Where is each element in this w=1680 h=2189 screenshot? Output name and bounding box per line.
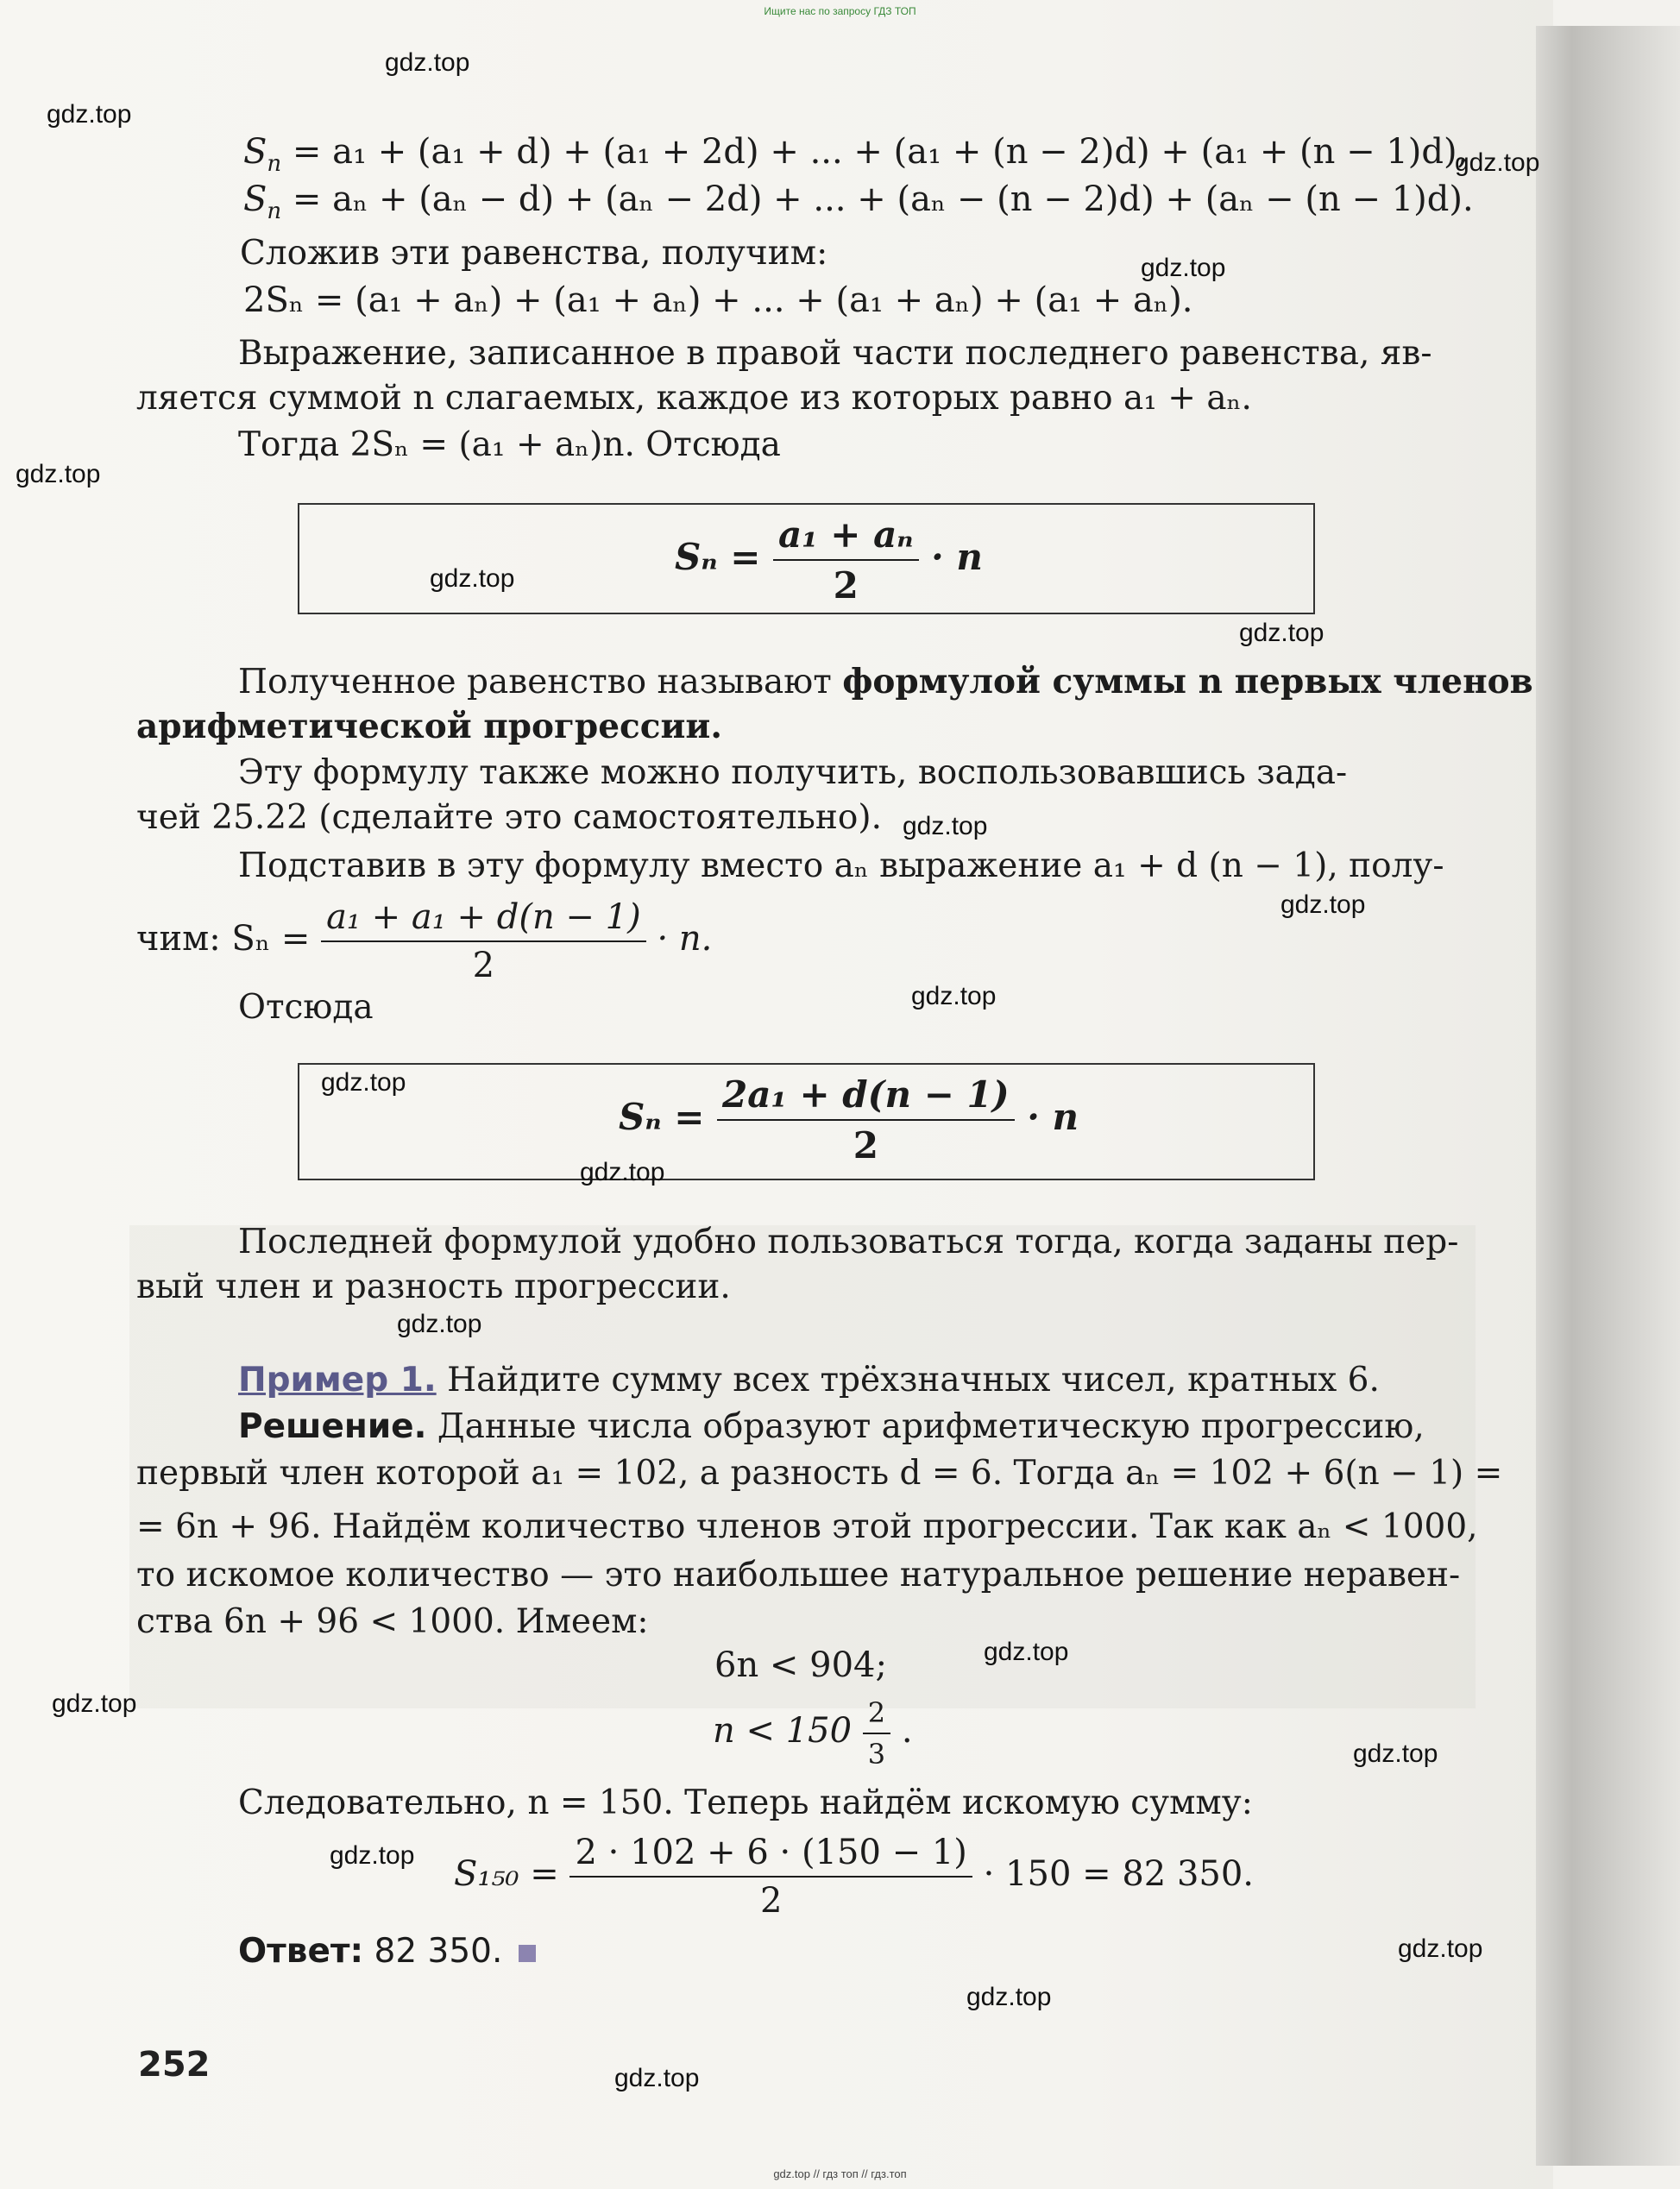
inequality-2: n < 150 $\frac{2}{3}$ .: [713, 1696, 913, 1771]
watermark: gdz.top: [903, 812, 988, 840]
page-number: 252: [138, 2045, 211, 2085]
sum-formula-fraction: $\frac{\text{a₁ + aₙ}}{2}$: [773, 513, 919, 607]
solution-line-5: ства 6n + 96 < 1000. Имеем:: [136, 1602, 649, 1641]
paragraph-4-line-1: Подставив в эту формулу вместо aₙ выражение a₁ + d (n − 1), полу-: [238, 846, 1444, 885]
answer-line: Ответ: 82 350.: [238, 1929, 1576, 1974]
sum-formula: Sₙ = $\frac{\text{a₁ + aₙ}}{2}$ · n: [675, 513, 983, 607]
watermark: gdz.top: [984, 1638, 1069, 1666]
sum-formula-alt: Sₙ = $\frac{\text{2a₁ + d(n − 1)}}{2}$ · n: [619, 1073, 1079, 1167]
paragraph-1-line-1: Выражение, записанное в правой части последнего равенства, яв-: [238, 334, 1432, 373]
sum-equation-backward: $S_n = a_n + (a_n - d) + (a_n - 2d)$ + ... + (aₙ − (n − 2)d) + (aₙ − (n − 1)d).: [243, 179, 1474, 224]
sum-formula-alt-fraction: $\frac{\text{2a₁ + d(n − 1)}}{2}$: [717, 1073, 1015, 1167]
watermark: gdz.top: [16, 460, 101, 488]
doubled-sum-equation: 2Sₙ = (a₁ + aₙ) + (a₁ + aₙ) + ... + (a₁ + aₙ) + (a₁ + aₙ).: [243, 280, 1193, 320]
final-computation: S₁₅₀ = $\frac{2 \cdot 102 + 6 \cdot (150 - 1)}{2}$ · 150 = 82 350.: [454, 1833, 1255, 1921]
watermark: gdz.top: [580, 1158, 665, 1186]
watermark: gdz.top: [397, 1310, 482, 1338]
paragraph-3-line-2: чей 25.22 (сделайте это самостоятельно).: [136, 798, 882, 837]
watermark: gdz.top: [1239, 619, 1324, 647]
solution-line-4: то искомое количество — это наибольшее натуральное решение неравен-: [136, 1556, 1461, 1595]
formula-box-sum-alt: [298, 1063, 1315, 1180]
inequality-fraction: $\frac{2}{3}$: [863, 1696, 890, 1771]
formula-box-sum: [298, 503, 1315, 614]
watermark: gdz.top: [1398, 1934, 1483, 1963]
watermark: gdz.top: [430, 564, 515, 593]
inequality-1: 6n < 904;: [714, 1645, 887, 1685]
watermark: gdz.top: [1280, 890, 1366, 919]
paragraph-6-line-2: вый член и разность прогрессии.: [136, 1267, 731, 1306]
end-of-solution-square-icon: [519, 1945, 536, 1962]
example-heading: Пример 1. Найдите сумму всех трёхзначных чисел, кратных 6.: [238, 1361, 1380, 1400]
watermark: gdz.top: [614, 2064, 700, 2092]
paragraph-3-line-1: Эту формулу также можно получить, воспользовавшись зада-: [238, 753, 1348, 792]
paragraph-2-line-1: Полученное равенство называют формулой суммы n первых членов: [238, 662, 1533, 701]
sum-intro: Сложив эти равенства, получим:: [240, 234, 828, 273]
final-fraction: $\frac{2 \cdot 102 + 6 \cdot (150 - 1)}{2}$: [569, 1833, 972, 1921]
watermark: gdz.top: [1141, 254, 1226, 282]
watermark: gdz.top: [966, 1983, 1052, 2011]
solution-line-2: первый член которой a₁ = 102, а разность d = 6. Тогда aₙ = 102 + 6(n − 1) =: [136, 1454, 1503, 1493]
watermark: gdz.top: [52, 1689, 137, 1718]
substituted-fraction: $\frac{\text{a₁ + a₁ + d(n − 1)}}{2}$: [321, 897, 646, 985]
solution-line-1: Решение. Данные числа образуют арифметическую прогрессию,: [238, 1407, 1425, 1446]
substituted-formula: чим: Sₙ = $\frac{\text{a₁ + a₁ + d(n − 1)}}{2}$ · n.: [136, 897, 713, 985]
paragraph-1-line-2: ляется суммой n слагаемых, каждое из которых равно a₁ + aₙ.: [136, 379, 1252, 418]
watermark: gdz.top: [47, 100, 132, 129]
watermark: gdz.top: [321, 1068, 406, 1097]
paragraph-5: Отсюда: [238, 988, 374, 1027]
sum-equation-forward: $S_n = a_1 + (a_1 + d) + (a_1 + 2d)$ + ... + (a₁ + (n − 2)d) + (a₁ + (n − 1)d),: [243, 132, 1469, 177]
header-note: Ищите нас по запросу ГДЗ ТОП: [764, 5, 916, 17]
watermark: gdz.top: [911, 982, 997, 1010]
watermark: gdz.top: [330, 1841, 415, 1870]
watermark: gdz.top: [385, 48, 470, 77]
conclusion: Следовательно, n = 150. Теперь найдём искомую сумму:: [238, 1783, 1253, 1822]
paragraph-2-line-2: арифметической прогрессии.: [136, 707, 722, 746]
solution-line-3: = 6n + 96. Найдём количество членов этой прогрессии. Так как aₙ < 1000,: [136, 1507, 1478, 1546]
watermark: gdz.top: [1455, 148, 1540, 177]
paragraph-6-line-1: Последней формулой удобно пользоваться тогда, когда заданы пер-: [238, 1223, 1459, 1261]
watermark: gdz.top: [1353, 1739, 1438, 1768]
paragraph-1-line-3: Тогда 2Sₙ = (a₁ + aₙ)n. Отсюда: [238, 425, 781, 464]
footer-note: gdz.top // гдз топ // гдз.топ: [773, 2167, 907, 2180]
